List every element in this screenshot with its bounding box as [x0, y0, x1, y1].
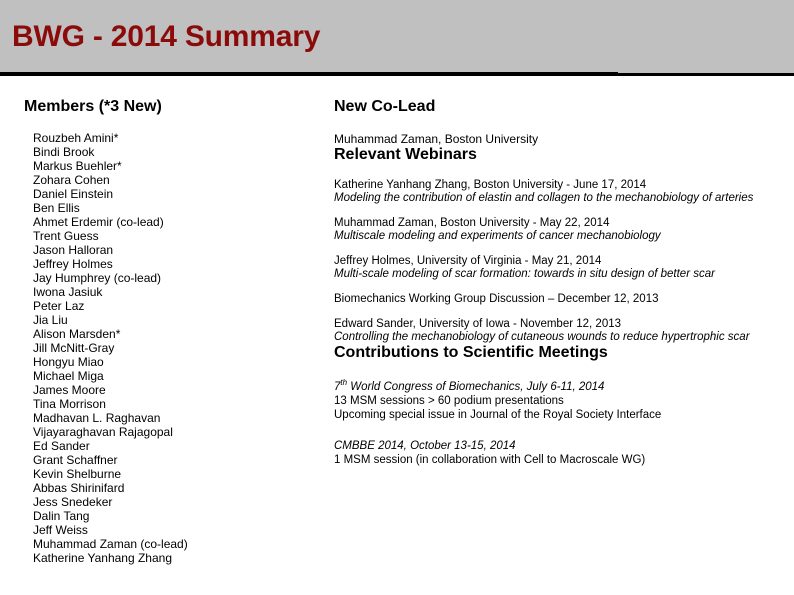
list-item [334, 376, 754, 422]
list-item: Jeff Weiss [33, 523, 88, 538]
contribution-event [334, 435, 754, 453]
co-lead-heading: New Co-Lead [334, 98, 436, 115]
activities-column [334, 98, 754, 467]
list-item: Jay Humphrey (co-lead) [33, 271, 162, 286]
contribution-event-name: CMBBE 2014, October 13-15, 2014 [334, 439, 516, 452]
list-item: Katherine Yanhang Zhang [33, 551, 173, 566]
list-item: Markus Buehler* [33, 159, 122, 174]
co-lead-name: Muhammad Zaman, Boston University [334, 132, 539, 147]
webinars-heading: Relevant Webinars [334, 146, 477, 164]
list-item: Kevin Shelburne [33, 467, 122, 482]
webinar-title: Multi-scale modeling of scar formation: towards in situ design of better scar [334, 267, 715, 280]
members-list [33, 131, 324, 565]
list-item [334, 318, 754, 344]
list-item: Zohara Cohen [33, 173, 110, 188]
slide-body [0, 76, 794, 595]
contribution-detail: Upcoming special issue in Journal of the Royal Society Interface [334, 409, 662, 421]
list-item [334, 293, 754, 306]
list-item: Jason Halloran [33, 243, 114, 258]
webinars-list [334, 179, 754, 344]
list-item: Muhammad Zaman (co-lead) [33, 537, 188, 552]
list-item [334, 435, 754, 467]
list-item: Daniel Einstein [33, 187, 114, 202]
page-title: BWG - 2014 Summary [12, 20, 321, 53]
members-column [24, 98, 324, 565]
list-item: Rouzbeh Amini* [33, 131, 119, 146]
webinar-title: Modeling the contribution of elastin and collagen to the mechanobiology of arteries [334, 191, 754, 204]
list-item: Madhavan L. Raghavan [33, 411, 161, 426]
list-item: Ben Ellis [33, 201, 80, 216]
contribution-event [334, 376, 754, 394]
list-item: Tina Morrison [33, 397, 106, 412]
list-item: Vijayaraghavan Rajagopal [33, 425, 173, 440]
webinar-speaker: Muhammad Zaman, Boston University - May 22, 2014 [334, 216, 610, 229]
list-item [334, 179, 754, 205]
contribution-detail: 13 MSM sessions > 60 podium presentations [334, 395, 564, 407]
list-item: Iwona Jasiuk [33, 285, 103, 300]
list-item: Ahmet Erdemir (co-lead) [33, 215, 164, 230]
list-item: Bindi Brook [33, 145, 95, 160]
list-item: Grant Schaffner [33, 453, 118, 468]
list-item: Alison Marsden* [33, 327, 121, 342]
list-item: Hongyu Miao [33, 355, 104, 370]
contribution-event-name: World Congress of Biomechanics, July 6-11, 2014 [347, 381, 605, 393]
contribution-detail: 1 MSM session (in collaboration with Cell to Macroscale WG) [334, 453, 646, 466]
list-item: James Moore [33, 383, 106, 398]
list-item: Jill McNitt-Gray [33, 341, 115, 356]
contributions-list [334, 376, 754, 467]
list-item: Peter Laz [33, 299, 85, 314]
webinar-speaker: Biomechanics Working Group Discussion – December 12, 2013 [334, 292, 659, 305]
list-item: Michael Miga [33, 369, 104, 384]
list-item: Jess Snedeker [33, 495, 113, 510]
list-item [334, 217, 754, 243]
header-band-right-extension [618, 0, 794, 73]
contribution-event-ordinal-suffix: th [340, 378, 348, 388]
list-item: Ed Sander [33, 439, 90, 454]
members-heading: Members (*3 New) [24, 98, 162, 115]
webinar-title: Multiscale modeling and experiments of cancer mechanobiology [334, 229, 661, 242]
list-item [334, 255, 754, 281]
contributions-heading: Contributions to Scientific Meetings [334, 343, 608, 361]
webinar-title: Controlling the mechanobiology of cutaneous wounds to reduce hypertrophic scar [334, 330, 750, 343]
contribution-event-ordinal: 7 [334, 381, 341, 393]
webinar-speaker: Jeffrey Holmes, University of Virginia - May 21, 2014 [334, 254, 602, 267]
list-item: Dalin Tang [33, 509, 90, 524]
list-item: Jia Liu [33, 313, 68, 328]
webinar-speaker: Edward Sander, University of Iowa - November 12, 2013 [334, 317, 622, 330]
webinar-speaker: Katherine Yanhang Zhang, Boston University - June 17, 2014 [334, 178, 647, 191]
list-item: Trent Guess [33, 229, 99, 244]
list-item: Jeffrey Holmes [33, 257, 113, 272]
list-item: Abbas Shirinifard [33, 481, 125, 496]
